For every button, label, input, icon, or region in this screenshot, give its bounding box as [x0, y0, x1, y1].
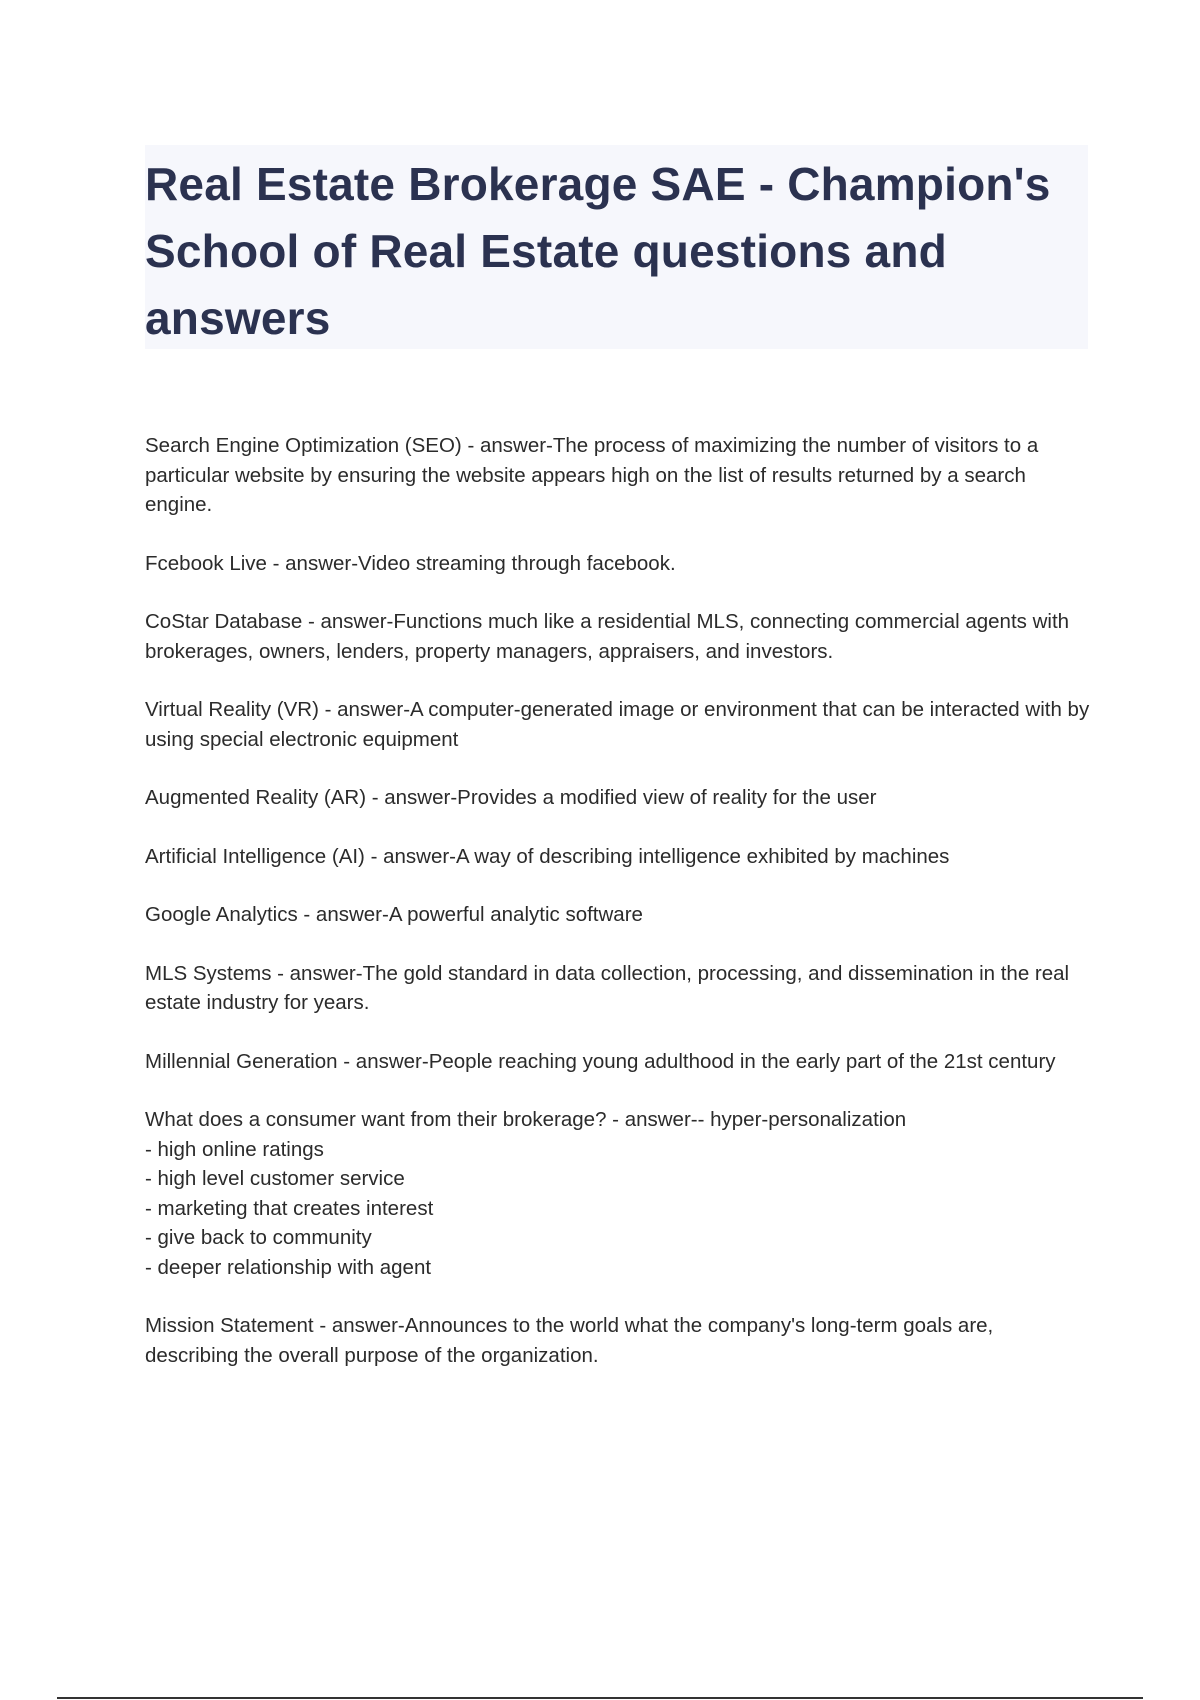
bullet-item: - marketing that creates interest [145, 1196, 434, 1220]
bullet-item: - high online ratings [145, 1137, 324, 1161]
qa-text: Artificial Intelligence (AI) - answer-A way of describing intelligence exhibited by machines [145, 844, 950, 868]
qa-text: Millennial Generation - answer-People reaching young adulthood in the early part of the 21st century [145, 1049, 1056, 1073]
qa-entry [145, 959, 1090, 1018]
qa-text: Virtual Reality (VR) - answer-A computer-generated image or environment that can be interacted with by using special electronic equipment [145, 698, 1090, 751]
qa-text: Mission Statement - answer-Announces to the world what the company's long-term goals are, describing the overall purpose of the organization. [145, 1314, 994, 1367]
qa-entry-with-bullets [145, 1105, 1090, 1282]
bullet-item: - deeper relationship with agent [145, 1255, 432, 1279]
qa-entry [145, 1311, 1090, 1370]
qa-entry [145, 431, 1090, 520]
qa-entry [145, 695, 1090, 754]
qa-text: CoStar Database - answer-Functions much like a residential MLS, connecting commercial agents with brokerages, owners, lenders, property managers, appraisers, and investors. [145, 610, 1070, 663]
qa-entry [145, 900, 1090, 930]
qa-entry [145, 842, 1090, 872]
qa-text: MLS Systems - answer-The gold standard in data collection, processing, and dissemination in the real estate industry for years. [145, 961, 1070, 1014]
footer-divider [57, 1697, 1143, 1699]
qa-text: What does a consumer want from their brokerage? - answer-- hyper-personalization [145, 1108, 907, 1131]
title-banner [145, 145, 1088, 349]
qa-text: Augmented Reality (AR) - answer-Provides a modified view of reality for the user [145, 786, 877, 809]
bullet-item: - give back to community [145, 1226, 372, 1249]
bullet-item: - high level customer service [145, 1167, 405, 1190]
qa-entry [145, 783, 1090, 813]
qa-list [145, 431, 1090, 1399]
document-title: Real Estate Brokerage SAE - Champion's School of Real Estate questions and answers [145, 158, 1051, 344]
qa-text: Fcebook Live - answer-Video streaming through facebook. [145, 551, 676, 575]
qa-text: Google Analytics - answer-A powerful analytic software [145, 903, 643, 926]
qa-text: Search Engine Optimization (SEO) - answer-The process of maximizing the number of visitors to a particular website by ensuring the website appears high on the list of results returned by a search engine. [145, 434, 1039, 516]
qa-entry [145, 1047, 1090, 1077]
qa-entry [145, 607, 1090, 666]
qa-entry [145, 549, 1090, 579]
